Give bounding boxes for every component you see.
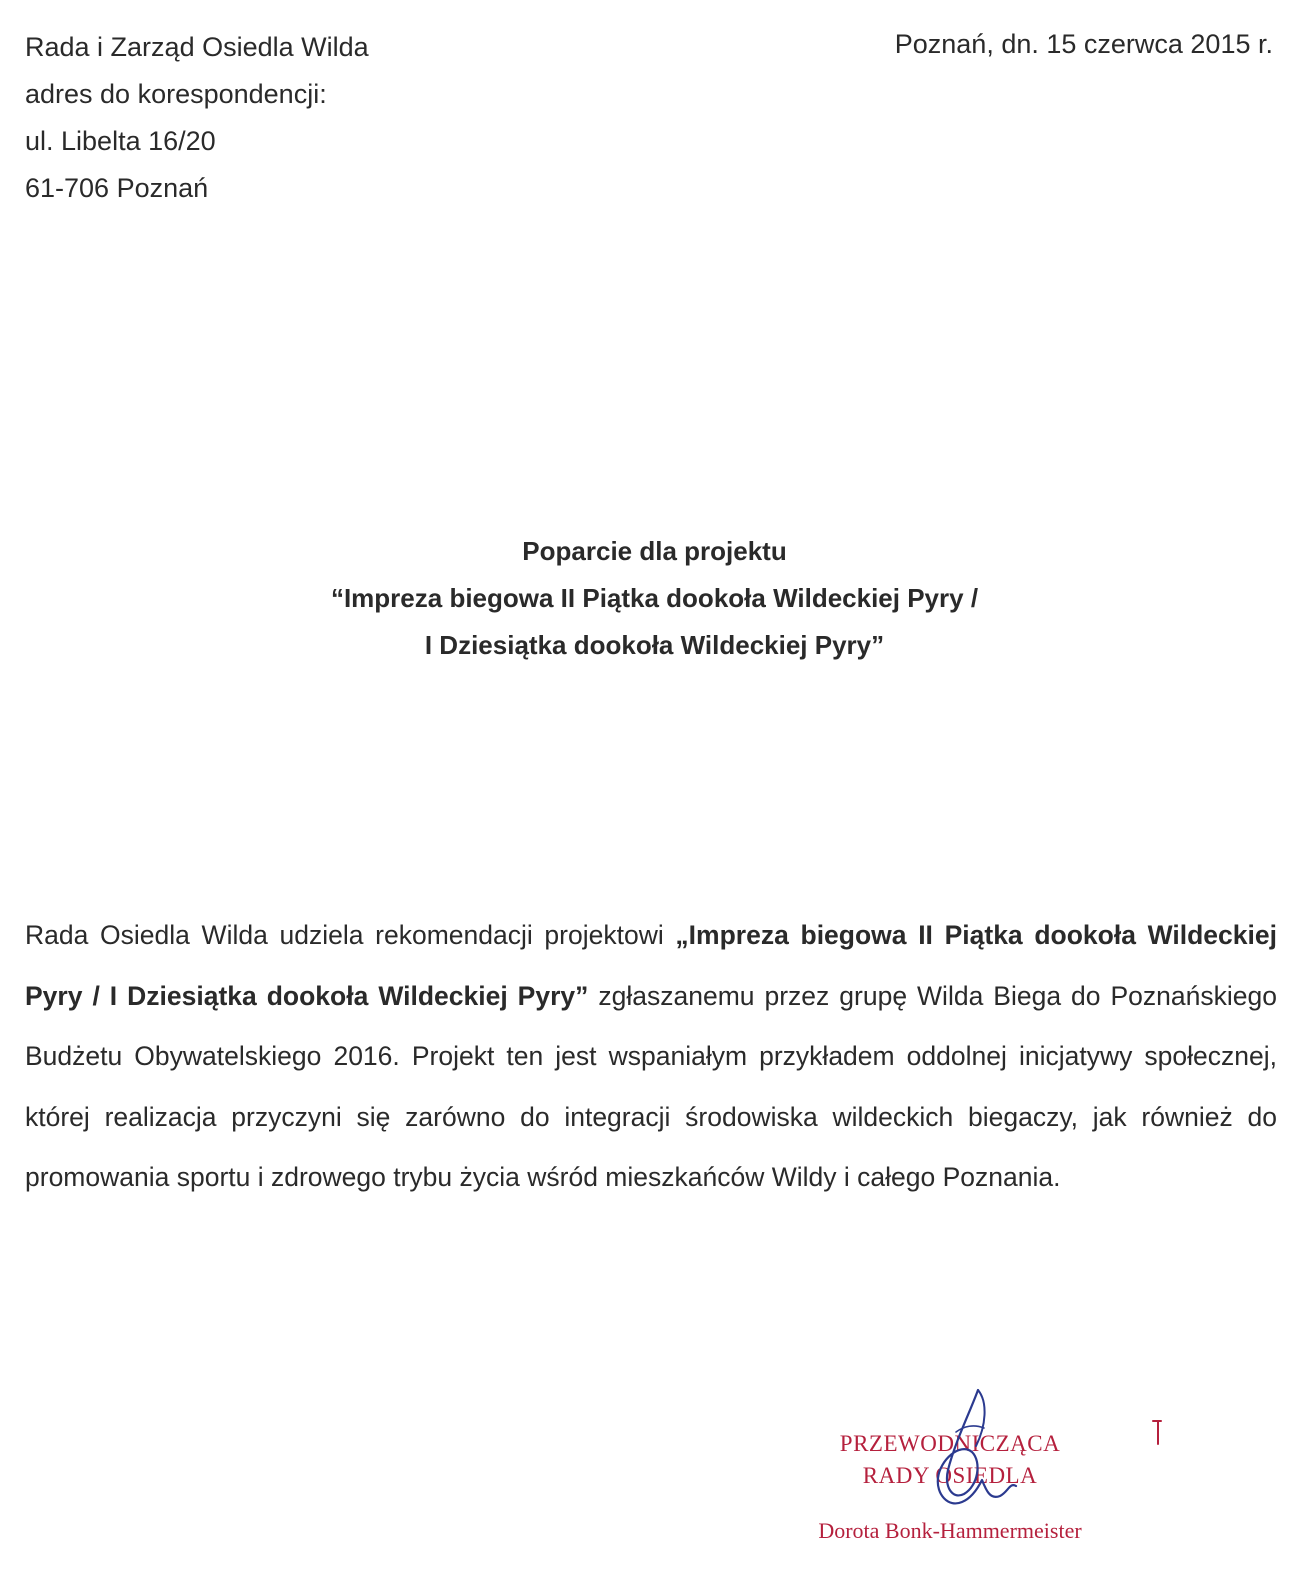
letter-title	[0, 528, 1309, 669]
stamp-signatory-name: Dorota Bonk-Hammermeister	[818, 1518, 1082, 1543]
body-project-name: „Impreza biegowa II Piątka dookoła Wildeckiej Pyry / I Dziesiątka dookoła Wildeckiej Pyry”	[25, 920, 1277, 1011]
title-line-3: I Dziesiątka dookoła Wildeckiej Pyry”	[424, 630, 885, 660]
letter-body	[25, 905, 1277, 1208]
title-line-1: Poparcie dla projektu	[522, 536, 787, 566]
stamp-title-line-2: RADY OSIEDLA	[862, 1463, 1038, 1488]
sender-name: Rada i Zarząd Osiedla Wilda	[25, 32, 369, 62]
sender-address	[25, 24, 369, 212]
body-rest: zgłaszanemu przez grupę Wilda Biega do Poznańskiego Budżetu Obywatelskiego 2016. Projekt ten jest wspaniałym przykładem oddolnej inicjatywy społecznej, której realizacja przyczyni się zarówno do integracji środowiska wildeckich biegaczy, jak również do promowania sportu i zdrowego trybu życia wśród mieszkańców Wildy i całego Poznania.	[25, 980, 1277, 1192]
handwritten-signature	[860, 1382, 1080, 1532]
letter-date: Poznań, dn. 15 czerwca 2015 r.	[894, 29, 1273, 59]
sender-city: 61-706 Poznań	[25, 173, 209, 203]
sender-address-label: adres do korespondencji:	[25, 79, 327, 109]
title-line-2: “Impreza biegowa II Piątka dookoła Wildeckiej Pyry /	[330, 583, 979, 613]
sender-street: ul. Libelta 16/20	[25, 126, 216, 156]
stamp-title-line-1: PRZEWODNICZĄCA	[839, 1431, 1061, 1456]
margin-mark	[1150, 1418, 1164, 1448]
body-intro: Rada Osiedla Wilda udziela rekomendacji projektowi	[25, 920, 676, 950]
